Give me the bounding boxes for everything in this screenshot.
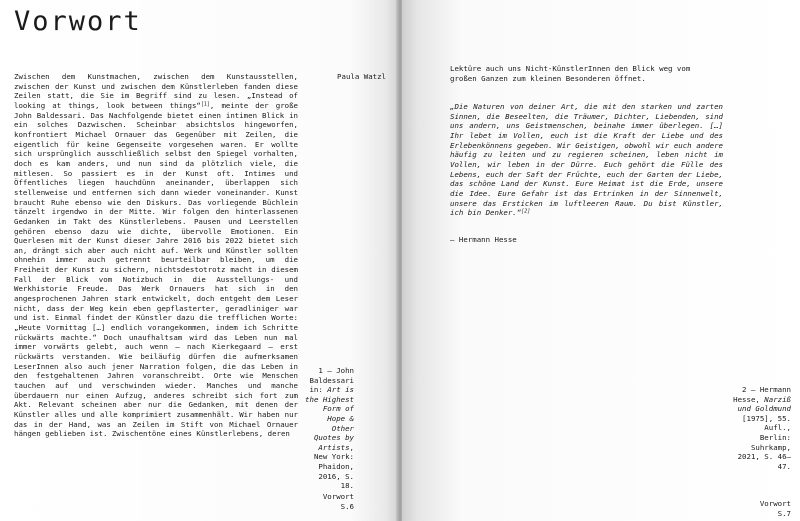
foreword-text-start: Zwischen dem Kunstmachen, zwischen dem Kunstausstellen, zwischen der Kunst und zwischen dem Künstlerleben fanden diese Zeilen statt, die Sie im Begriff sind zu lesen. „Instead of looking at things, look between things“	[14, 72, 298, 110]
folio-right	[732, 499, 791, 518]
footnote-2	[732, 385, 791, 471]
quote-attribution: — Hermann Hesse	[450, 235, 517, 244]
left-page	[0, 0, 398, 521]
foreword-body	[14, 72, 298, 439]
folio-left-title: Vorwort	[322, 492, 354, 501]
hesse-quote-text: „Die Naturen von deiner Art, die mit den starken und zarten Sinnen, die Beseelten, die Träumer, Dichter, Liebenden, sind uns andern, uns Geistmenschen, beinahe immer überlegen. […] Ihr lebet im Vollen, euch ist die Kraft der Liebe und des Erlebenkönnens gegeben. Wir Geistigen, obwohl wir euch andere häufig zu leiten und zu regieren scheinen, leben nicht im Vollen, wir leben in der Dürre. Euch gehört die Fülle des Lebens, euch der Saft der Früchte, euch der Garten der Liebe, das schöne Land der Kunst. Eure Heimat ist die Erde, unsere die Idee. Eure Gefahr ist das Ertrinken in der Sinnenwelt, unsere das Ersticken im luftleeren Raum. Du bist Künstler, ich bin Denker.“	[450, 102, 723, 218]
hesse-quote	[450, 102, 723, 218]
footnote-1-in: in:	[309, 385, 323, 395]
folio-right-title: Vorwort	[759, 499, 791, 508]
footnote-1-title: Art is the Highest Form of Hope & Other Quotes by Artists	[305, 385, 354, 452]
footnote-1-number: 1 – John Baldessari	[309, 366, 354, 385]
right-page	[402, 0, 800, 521]
foreword-text-rest: , meinte der große John Baldessari. Das Nachfolgende bietet einen intimen Blick in ein solches Dazwischen. Scheinbar absichtslos hingeworfen, konfrontiert Michael Ornauer das Gegenüber mit Zeilen, die eigentlich für keine Gegenseite vorgesehen waren. Er wollte sich ursprünglich ausschließlich selbst den Spiegel vorhalten, doch es kam anders, und nun sind da plötzlich viele, die mitlesen. So passiert es in der Kunst oft. Intimes und Öffentliches liegen hauchdünn aneinander, überlappen sich stellenweise und entfernen sich dann wieder voneinander. Kunst braucht Ruhe ebenso wie den Diskurs. Das vorliegende Büchlein tänzelt irgendwo in der Mitte. Wir folgen den hinterlassenen Gedanken im Takt des Künstlerlebens. Pausen und Leerstellen gehören ebenso dazu wie dichte, übervolle Emotionen. Ein Querlesen mit der Kunst dieser Jahre 2016 bis 2022 bietet sich an, drängt sich aber auch nicht auf. Werk und Künstler sollten ohnehin immer auch getrennt beurteilbar bleiben, um die Freiheit der Kunst zu sichern, nichtsdestotrotz macht in diesem Fall der Blick vom Notizbuch in die Ausstellungs- und Werkhistorie Freude. Das Werk Ornauers hat sich in den angesprochenen Jahren stark entwickelt, doch entgeht dem Leser nicht, dass der Weg kein eben gepflasterter, geradliniger war und ist. Einmal findet der Künstler dazu die trefflichen Worte: „Heute Vormittag […] endlich vorangekommen, indem ich Schritte rückwärts machte.“ Doch unaufhaltsam wird das Leben nun mal immer vorwärts gelebt, auch wenn – nach Kierkegaard – erst rückwärts verstanden. Wie beiläufig dürfen die aufmerksamen LeserInnen also auch jener Narration folgen, die das Leben in den festgehaltenen Jahren voranschreibt. Orte wie Menschen tauchen auf und verschwinden wieder. Manches und manche überdauern nur einen Aufzug, anderes schreibt sich fort zum Akt. Relevant scheinen aber nur die Gedanken, mit denen der Künstler alles und alle komprimiert zusammenhält. Wir haben nur das in der Hand, was an Zeilen im Stift von Michael Ornauer hängen geblieben ist. Zwischentöne eines Künstlerlebens, deren	[14, 100, 298, 439]
footnote-marker-1: [1]	[200, 101, 210, 108]
footnote-2-title: Narziß und Goldmund	[737, 394, 791, 414]
continuation-text: Lektüre auch uns Nicht-KünstlerInnen den Blick weg vom großen Ganzen zum kleinen Besonderen öffnet.	[450, 64, 691, 83]
folio-left	[300, 492, 354, 511]
footnote-1	[304, 366, 354, 491]
footnote-2-number: 2 – Hermann Hesse,	[733, 385, 791, 404]
footnote-1-publisher: , New York: Phaidon, 2016, S. 18.	[313, 442, 354, 491]
footnote-marker-2: [2]	[521, 208, 531, 215]
folio-right-page-number: S.7	[777, 508, 791, 518]
author-name: Paula Watzl	[337, 72, 386, 81]
page-title: Vorwort	[14, 6, 142, 37]
footnote-2-publisher: [1975], 55. Aufl., Berlin: Suhrkamp, 2021, S. 46–47.	[737, 413, 791, 471]
folio-left-page-number: S.6	[340, 501, 354, 511]
